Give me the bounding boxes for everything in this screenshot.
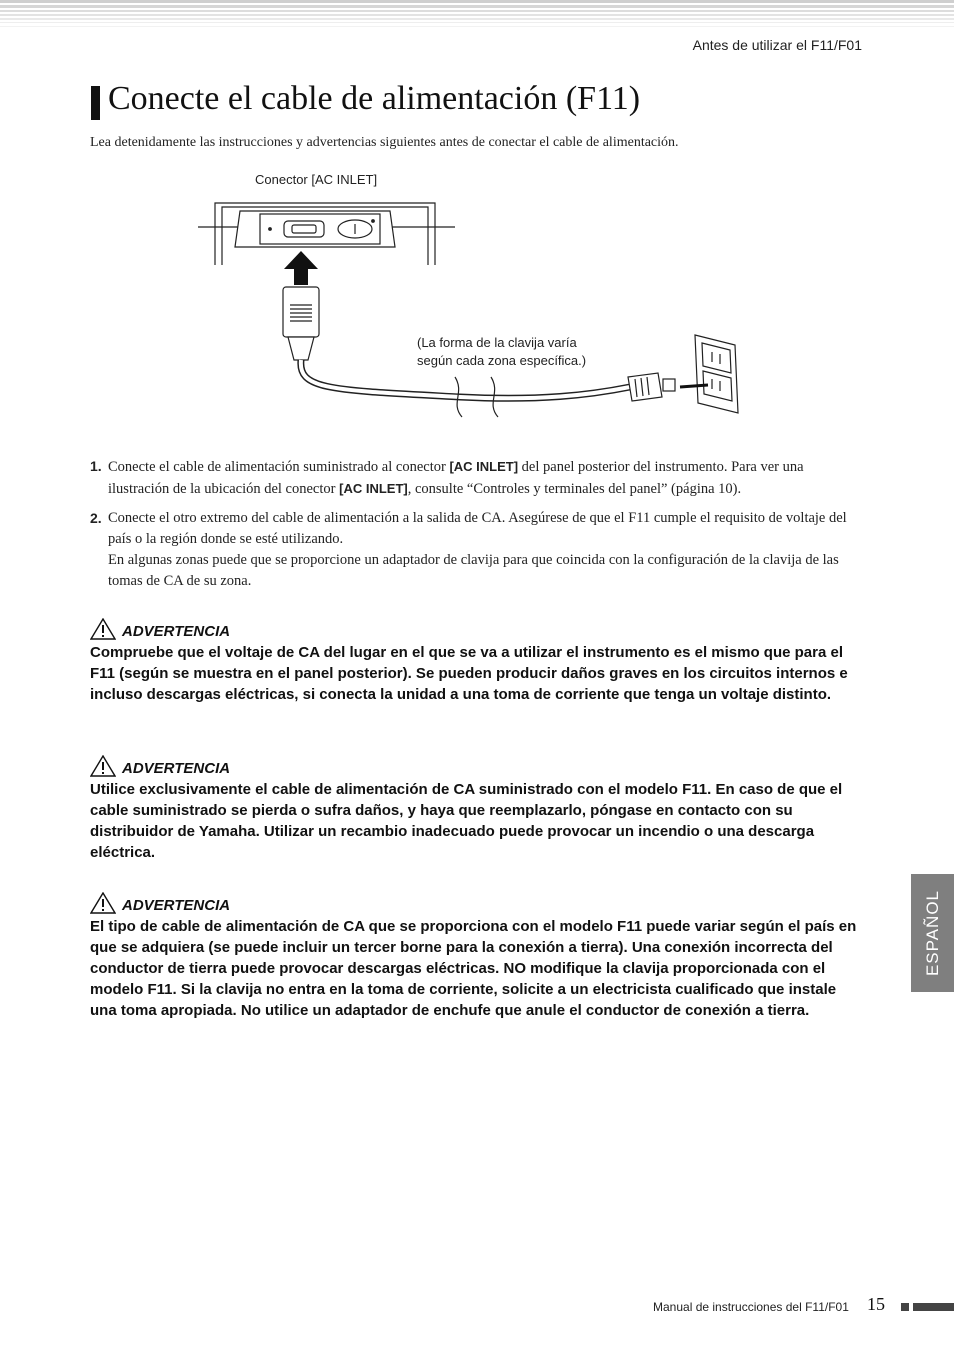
title-marker (91, 86, 100, 120)
wall-plug-illustration (628, 373, 675, 401)
ac-inlet-ref: [AC INLET] (339, 481, 408, 496)
page-number: 15 (867, 1294, 885, 1314)
plug-illustration (283, 287, 319, 360)
footer-bar (913, 1303, 954, 1311)
language-tab[interactable] (911, 874, 954, 992)
ac-inlet-ref: [AC INLET] (449, 459, 519, 474)
step-number: 2. (90, 510, 102, 526)
warning-title: ADVERTENCIA (122, 760, 231, 777)
plug-note-line2: según cada zona específica.) (417, 353, 587, 368)
warning-text: Utilice exclusivamente el cable de alimentación de CA suministrado con el modelo F11. En caso de que el cable suministrado se pierda o sufra daños, y haya que reemplazarlo, póngase en contacto con su distribuidor de Yamaha. Utilizar un recambio inadecuado puede provocar un incendio o una descarga eléctrica. (90, 781, 843, 861)
power-cable (301, 360, 630, 398)
warning-block (90, 616, 865, 705)
connector-label: Conector [AC INLET] (255, 172, 378, 187)
intro-paragraph: Lea detenidamente las instrucciones y advertencias siguientes antes de conectar el cable de alimentación. (90, 135, 679, 150)
rear-panel-illustration (198, 203, 455, 265)
footer-marker (901, 1303, 909, 1311)
step-1 (90, 456, 862, 500)
insert-arrow (284, 251, 318, 285)
warning-triangle-icon (90, 755, 116, 777)
step-number: 1. (90, 458, 102, 474)
warning-triangle-icon (90, 892, 116, 914)
step-text: Conecte el otro extremo del cable de alimentación a la salida de CA. Asegúrese de que el F11 cumple el requisito de voltaje del país o la región donde se esté utilizando. (108, 510, 847, 547)
warning-title: ADVERTENCIA (122, 623, 231, 640)
language-tab-label: ESPAÑOL (922, 889, 942, 977)
warning-block (90, 890, 865, 1021)
warning-block (90, 753, 865, 863)
header-stripes (0, 0, 954, 40)
step-note: En algunas zonas puede que se proporcione un adaptador de clavija para que coincida con la configuración de la clavija de las tomas de CA de su zona. (108, 552, 839, 589)
diagram-illustration (180, 165, 760, 425)
power-cable-diagram (180, 165, 760, 425)
step-text: Conecte el cable de alimentación suministrado al conector [AC INLET] del panel posterior del instrumento. Para ver una ilustración de la ubicación del conector [AC INLET], consulte “Controles y terminales del panel” (página 10). (108, 459, 804, 497)
page-title: Conecte el cable de alimentación (F11) (108, 80, 641, 117)
plug-note-line1: (La forma de la clavija varía (417, 335, 577, 350)
warning-text: Compruebe que el voltaje de CA del lugar en el que se va a utilizar el instrumento es el mismo que para el F11 (según se muestra en el panel posterior). Se pueden producir daños graves en los circuitos internos e incluso descargas eléctricas, si conecta la unidad a una toma de corriente que tenga un voltaje distinto. (90, 644, 848, 703)
running-header: Antes de utilizar el F11/F01 (692, 37, 862, 53)
instruction-steps (90, 456, 862, 600)
footer-manual-title: Manual de instrucciones del F11/F01 (653, 1300, 849, 1314)
warning-text: El tipo de cable de alimentación de CA que se proporciona con el modelo F11 puede variar según el país en que se adquiera (se puede incluir un tercer borne para la conexión a tierra). Una conexión incorrecta del conductor de tierra puede provocar descargas eléctricas. NO modifique la clavija proporcionada con el modelo F11. Si la clavija no entra en la toma de corriente, solicite a un electricista cualificado que instale una toma apropiada. No utilice un adaptador de enchufe que anule el conductor de conexión a tierra. (90, 918, 857, 1019)
warning-title: ADVERTENCIA (122, 897, 231, 914)
step-2 (90, 508, 862, 592)
warning-triangle-icon (90, 618, 116, 640)
wall-outlet-illustration (695, 335, 738, 413)
